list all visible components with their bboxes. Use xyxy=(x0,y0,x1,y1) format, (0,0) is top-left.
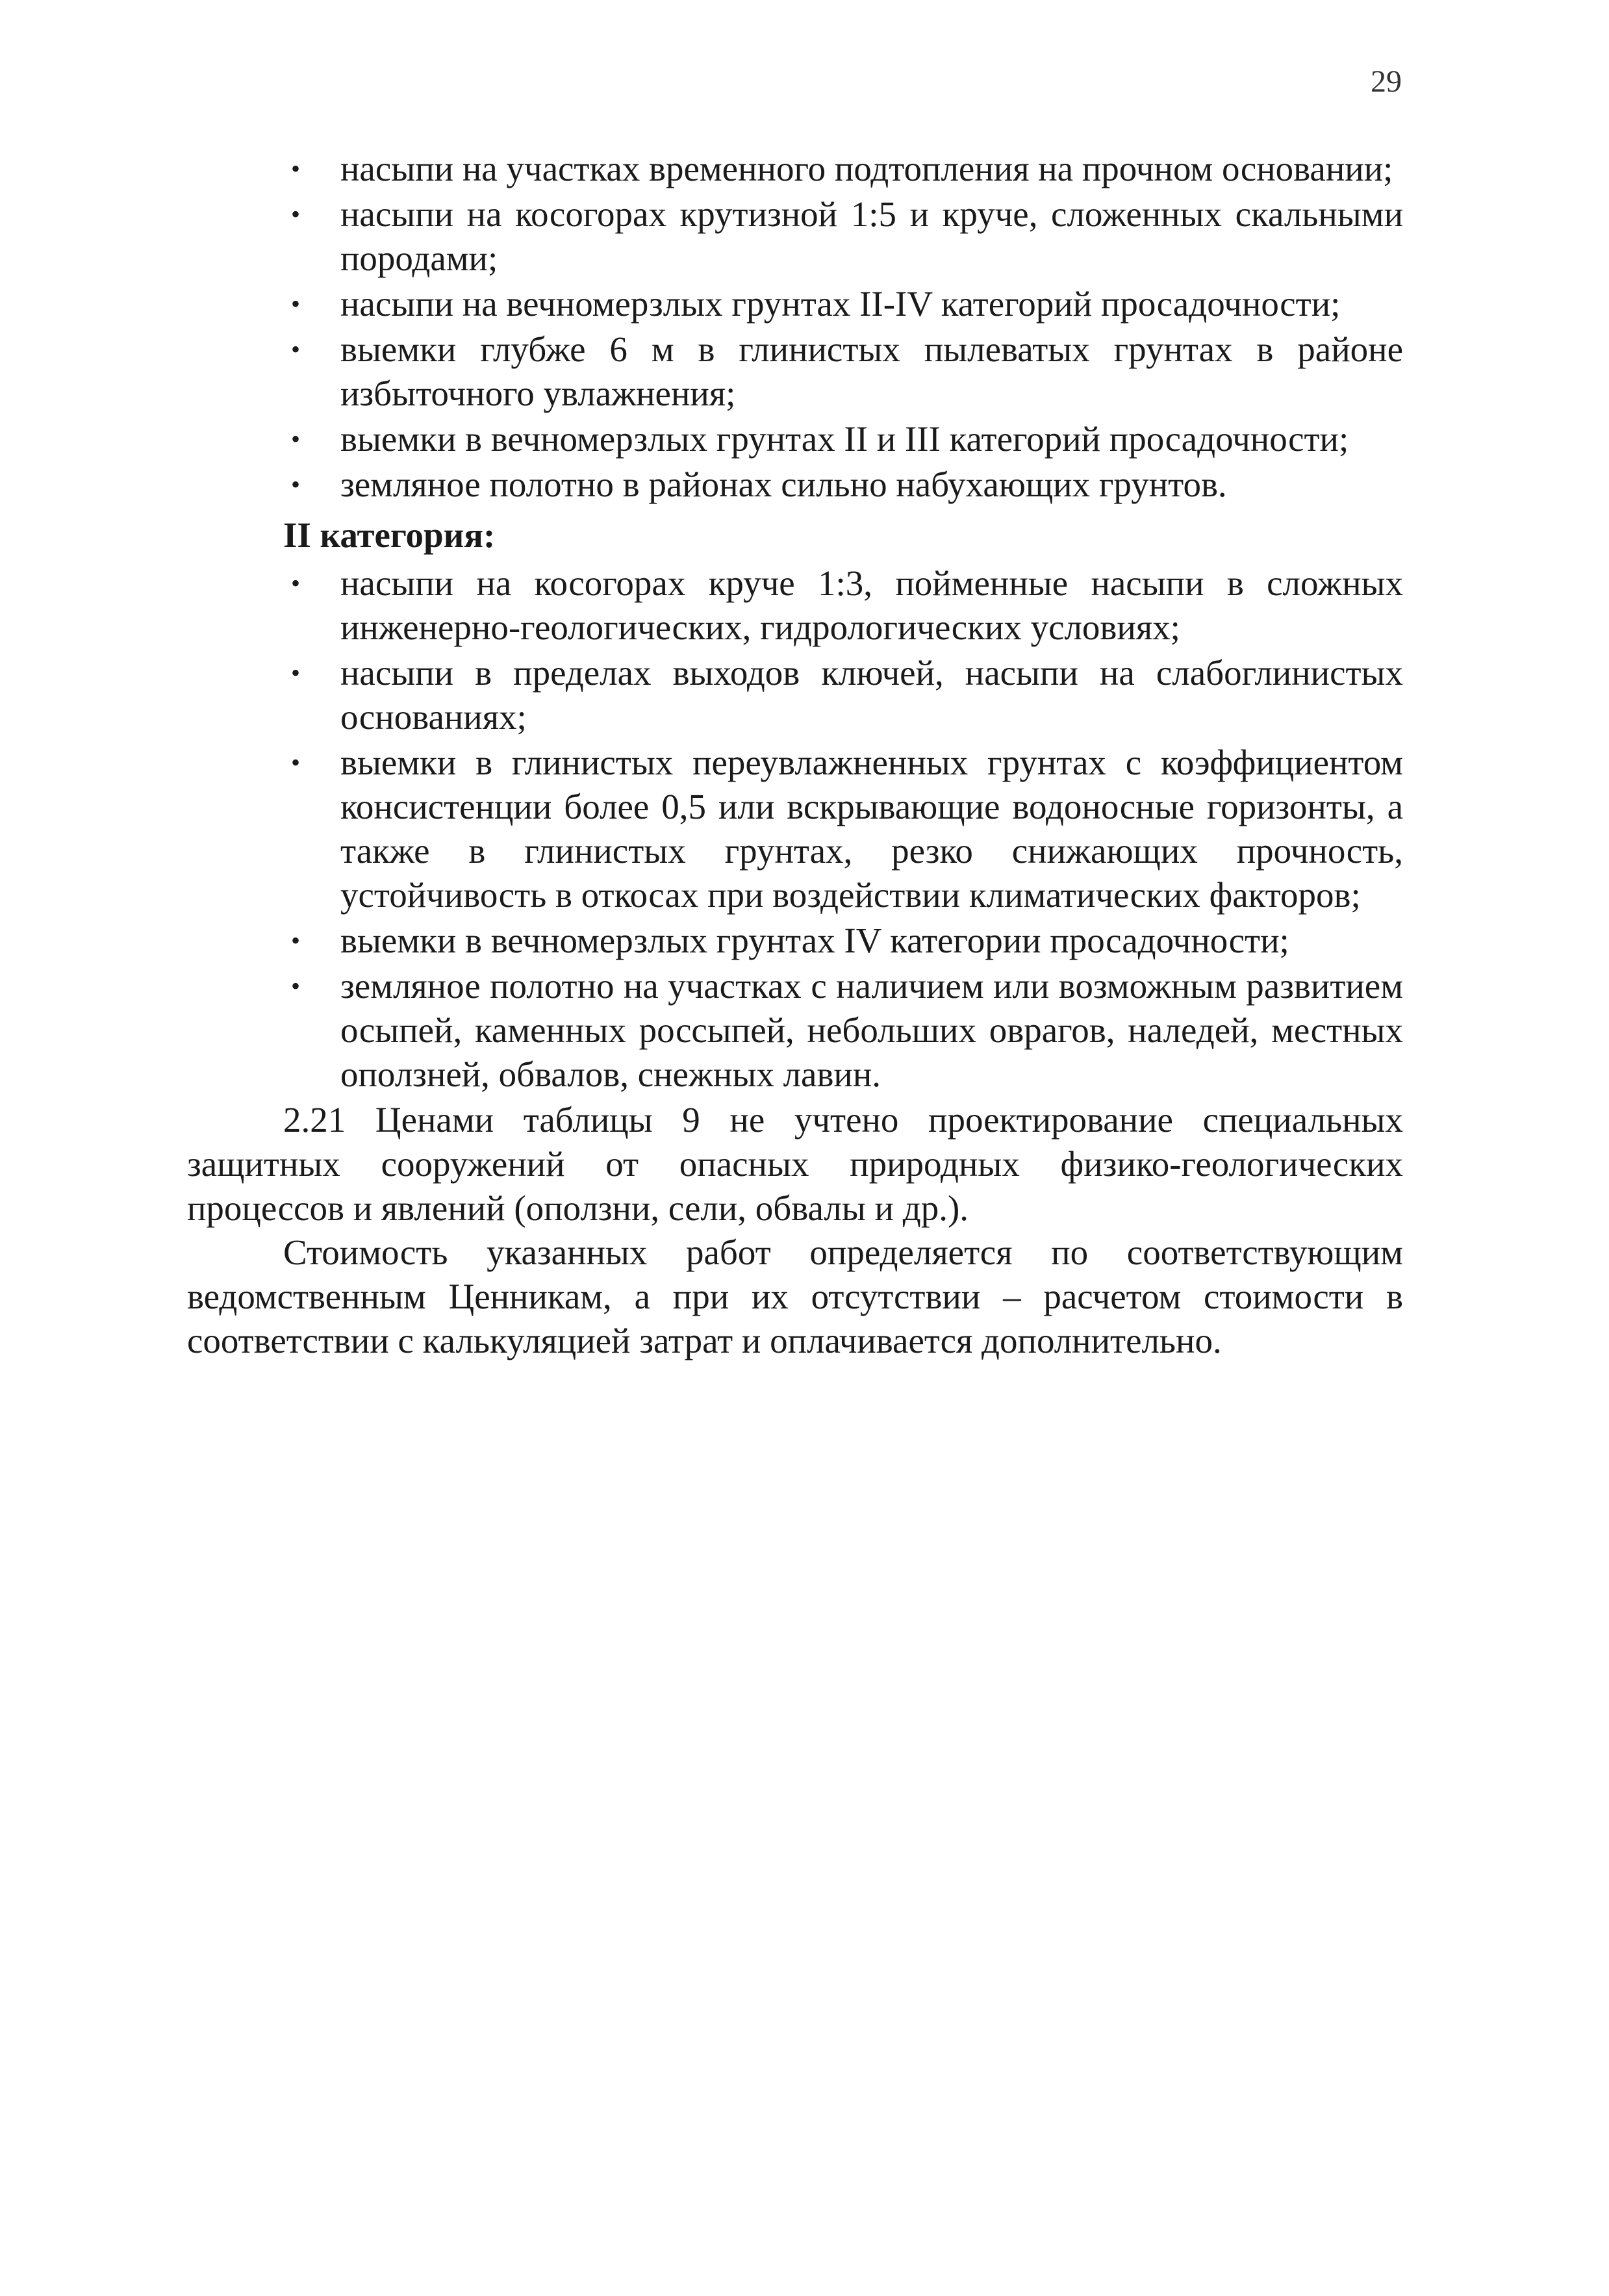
bullet-icon: • xyxy=(291,568,301,598)
list-item: • выемки глубже 6 м в глинистых пылеватых грунтах в районе избыточного увлажнения; xyxy=(187,327,1403,416)
paragraph-cost: Стоимость указанных работ определяется по соответствующим ведомственным Ценникам, а при их отсутствии – расчетом стоимости в соответствии с калькуляцией затрат и оплачивается дополнительно. xyxy=(187,1232,1403,1360)
bullet-icon: • xyxy=(291,424,301,453)
list-item: • выемки в вечномерзлых грунтах IV категории просадочности; xyxy=(187,919,1403,963)
list-item: • насыпи на участках временного подтопления на прочном основании; xyxy=(187,147,1403,191)
bullet-icon: • xyxy=(291,748,301,777)
bullet-icon: • xyxy=(291,199,301,229)
document-body xyxy=(187,147,1403,1363)
list-item: • насыпи на косогорах крутизной 1:5 и круче, сложенных скальными породами; xyxy=(187,192,1403,281)
paragraph-2-21: 2.21 Ценами таблицы 9 не учтено проектирование специальных защитных сооружений от опасных природных физико-геологических процессов и явлений (оползни, сели, обвалы и др.). xyxy=(187,1100,1403,1228)
bullet-icon: • xyxy=(291,289,301,318)
bullet-icon: • xyxy=(291,658,301,687)
list-item: • выемки в вечномерзлых грунтах II и III категорий просадочности; xyxy=(187,417,1403,461)
list-item: • земляное полотно в районах сильно набухающих грунтов. xyxy=(187,463,1403,507)
list-item: • насыпи на вечномерзлых грунтах II-IV категорий просадочности; xyxy=(187,282,1403,326)
list-item: • земляное полотно на участках с наличием или возможным развитием осыпей, каменных россыпей, небольших оврагов, наледей, местных оползней, обвалов, снежных лавин. xyxy=(187,964,1403,1097)
list-item: • насыпи на косогорах круче 1:3, пойменные насыпи в сложных инженерно-геологических, гидрологических условиях; xyxy=(187,561,1403,650)
category-2-heading: II категория: xyxy=(283,515,496,555)
list-item: • насыпи в пределах выходов ключей, насыпи на слабоглинистых основаниях; xyxy=(187,651,1403,739)
category-2-list xyxy=(187,561,1403,1097)
bullet-icon: • xyxy=(291,335,301,364)
bullet-icon: • xyxy=(291,470,301,499)
bullet-icon: • xyxy=(291,926,301,955)
list-item: • выемки в глинистых переувлажненных грунтах с коэффициентом консистенции более 0,5 или вскрывающие водоносные горизонты, а также в глинистых грунтах, резко снижающих прочность, устойчивость в откосах при воздействии климатических факторов; xyxy=(187,741,1403,917)
bullet-icon: • xyxy=(291,971,301,1001)
bullet-icon: • xyxy=(291,154,301,183)
category-1-list xyxy=(187,147,1403,507)
page-number: 29 xyxy=(1371,64,1402,99)
